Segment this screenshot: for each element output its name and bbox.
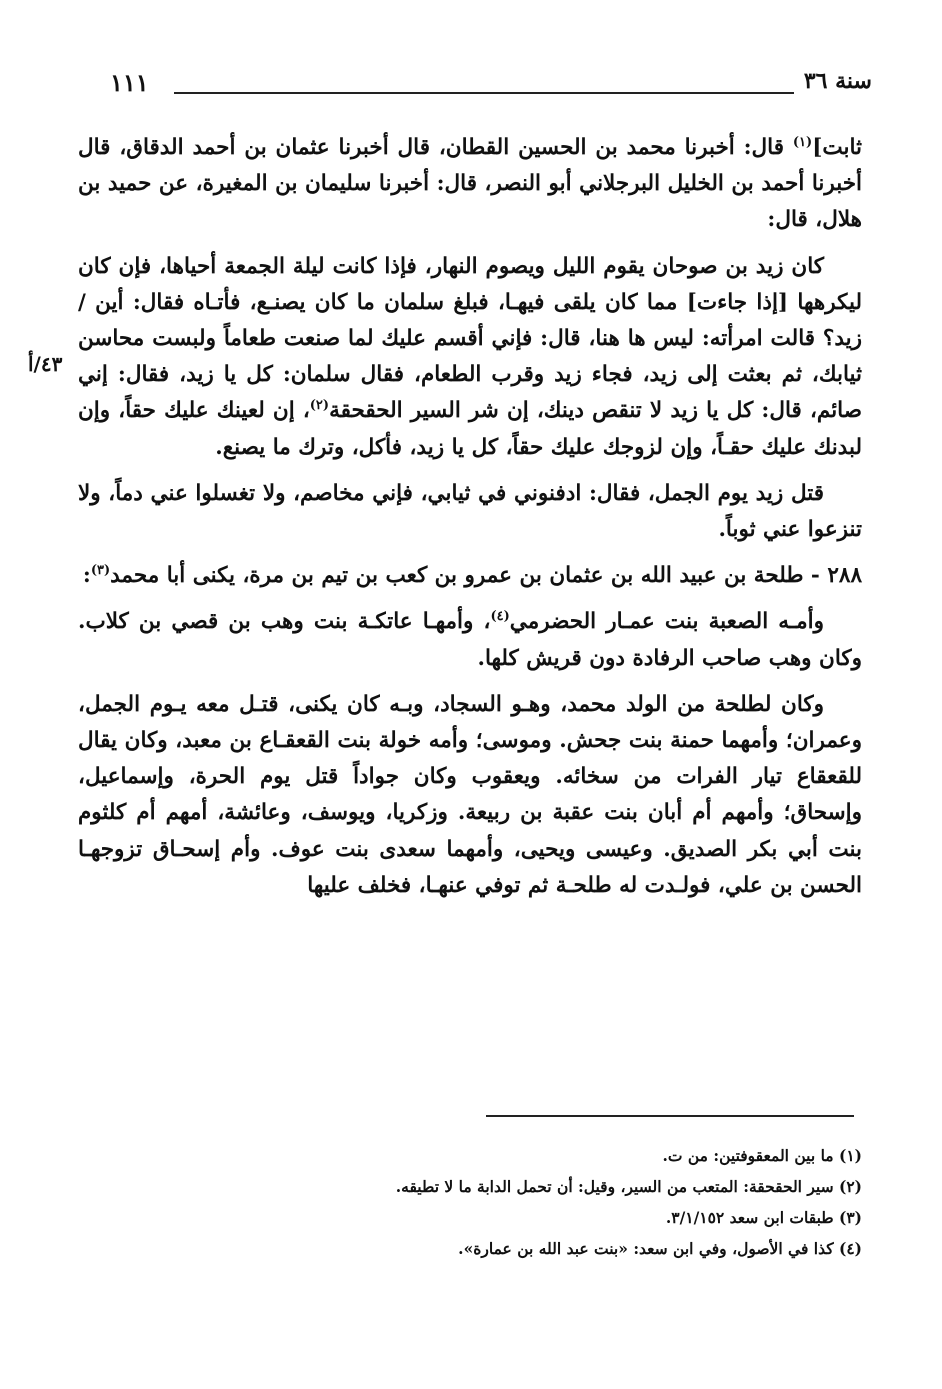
paragraph-isnad bbox=[78, 130, 862, 239]
paragraph-text: وأمـه الصعبة بنت عمـار الحضرمي bbox=[509, 609, 824, 635]
heading-text: : bbox=[82, 563, 91, 589]
footnote-2: (٢) سير الحقحقة: المتعب من السير، وقيل: أن تحمل الدابة ما لا تطيقه. bbox=[395, 1177, 862, 1196]
footnote-separator bbox=[486, 1115, 854, 1117]
paragraph-text: قتل زيد يوم الجمل، فقال: ادفنوني في ثيابي، فإني مخاصم، ولا تغسلوا عني دماً، ولا تنزعوا عني ثوباً. bbox=[78, 480, 862, 543]
footnote-ref: (٣) bbox=[90, 563, 111, 579]
footnote-ref: (٢) bbox=[309, 398, 330, 414]
paragraph-text: قال: أخبرنا محمد بن الحسين القطان، قال أخبرنا عثمان بن أحمد الدقاق، قال أخبرنا أحمد بن الخليل البرجلاني أبو النصر، قال: أخبرنا سليمان بن المغيرة، عن حميد بن هلال، قال: bbox=[78, 135, 862, 233]
entry-heading-talha bbox=[78, 558, 862, 594]
heading-text: ٢٨٨ - طلحة بن عبيد الله بن عثمان بن عمرو بن كعب بن تيم بن مرة، يكنى أبا محمد bbox=[110, 563, 862, 589]
paragraph-text: ، وأمهـا عاتكـة بنت وهب بن قصي بن كلاب. وكان وهب صاحب الرفادة دون قريش كلها. bbox=[78, 609, 862, 671]
manuscript-folio-note: ٤٣/أ bbox=[28, 352, 63, 376]
footnote-4: (٤) كذا في الأصول، وفي ابن سعد: «بنت عبد الله بن عمارة». bbox=[458, 1239, 862, 1258]
paragraph-text: ثابت] bbox=[812, 135, 862, 160]
footnote-3: (٣) طبقات ابن سعد ٣/١/١٥٢. bbox=[665, 1208, 862, 1227]
running-title: سنة ٣٦ bbox=[803, 68, 872, 94]
footnotes bbox=[90, 1140, 862, 1264]
footnote-ref: (١) bbox=[792, 134, 813, 150]
paragraph-text: ، إن لعينك عليك حقاً، وإن لبدنك عليك حقـاً، وإن لزوجك عليك حقاً، كل يا زيد، فأكل، وترك ما يصنع. bbox=[78, 398, 862, 460]
paragraph-talha-mother bbox=[78, 604, 862, 676]
paragraph-zayd-story bbox=[78, 249, 862, 466]
main-text bbox=[78, 130, 862, 914]
footnote-1: (١) ما بين المعقوفتين: من ت. bbox=[662, 1146, 862, 1165]
paragraph-zayd-death bbox=[78, 476, 862, 548]
header-rule bbox=[174, 92, 794, 94]
footnote-ref: (٤) bbox=[490, 609, 510, 625]
paragraph-text: كان زيد بن صوحان يقوم الليل ويصوم النهار، فإذا كانت ليلة الجمعة أحياها، فإن كان ليكرهها [إذا جاءت] مما كان يلقى فيهـا، فبلغ سلمان ما كان يصنـع، فأتـاه فقال: أين / زيد؟ قالت امرأته: ليس ها هنا، قال: فإني أقسم عليك لما صنعت طعاماً ولبست محاسن ثيابك، ثم بعثت إلى زيد، فجاء زيد وقرب الطعام، فقال سلمان: كل يا زيد، فقال: إني صائم، قال: كل يا زيد لا تنقص دينك، إن شر السير الحقحقة bbox=[78, 253, 862, 424]
paragraph-text: وكان لطلحة من الولد محمد، وهـو السجاد، وبـه كان يكنى، قتـل معه يـوم الجمل، وعمران؛ وأمهما حمنة بنت جحش. وموسى؛ وأمه خولة بنت القعقـاع بن معبد، وكان يقال للقعقاع تيار الفرات من سخائه. ويعقوب وكان جواداً قتل يوم الحرة، وإسماعيل، وإسحاق؛ وأمهم أم أبان بنت عقبة بن ربيعة. وزكريا، ويوسف، وعائشة، أمهم أم كلثوم بنت أبي بكر الصديق. وعيسى ويحيى، وأمهما سعدى بنت عوف. وأم إسحـاق تزوجهـا الحسن بن علي، فولـدت له طلحـة ثم توفي عنهـا، فخلف عليها bbox=[78, 691, 862, 898]
paragraph-talha-children bbox=[78, 687, 862, 904]
page-number: ١١١ bbox=[110, 68, 149, 97]
page-header bbox=[110, 62, 872, 102]
